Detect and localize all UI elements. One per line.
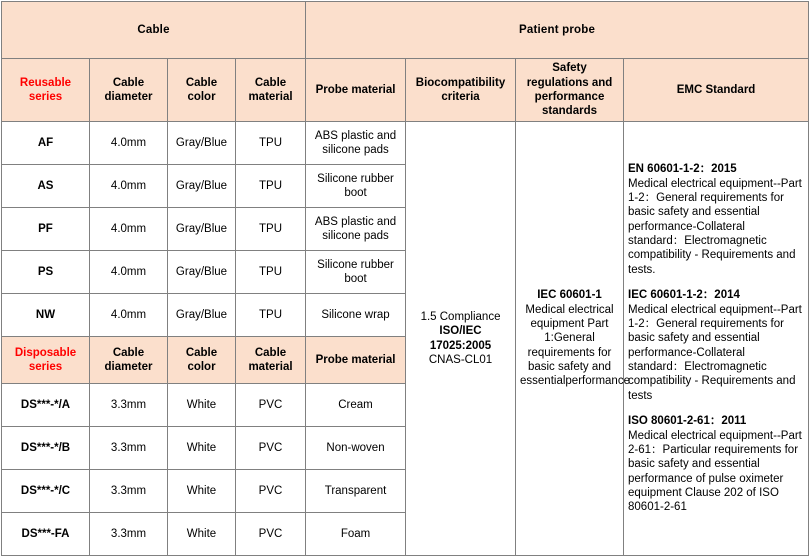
cell-material: PVC xyxy=(236,513,306,556)
cell-diameter: 3.3mm xyxy=(90,513,168,556)
cell-probe-material: Transparent xyxy=(306,470,406,513)
column-header-cable-diameter: Cable diameter xyxy=(90,59,168,122)
cell-probe-material: Silicone wrap xyxy=(306,294,406,337)
safety-text: Medical electrical equipment Part 1:General requirements for basic safety and essentialperformance xyxy=(520,303,630,388)
cell-diameter: 4.0mm xyxy=(90,294,168,337)
column-header-emc: EMC Standard xyxy=(624,59,809,122)
column-header-reusable-series: Reusable series xyxy=(2,59,90,122)
cell-emc xyxy=(624,122,809,556)
cell-color: White xyxy=(168,384,236,427)
cell-series: DS***-*/C xyxy=(2,470,90,513)
cell-diameter: 4.0mm xyxy=(90,251,168,294)
group-header-row xyxy=(2,2,809,59)
cell-material: TPU xyxy=(236,208,306,251)
cell-series: DS***-*/B xyxy=(2,427,90,470)
cell-color: White xyxy=(168,427,236,470)
column-header-cable-material: Cable material xyxy=(236,59,306,122)
cell-material: PVC xyxy=(236,427,306,470)
column-header-probe-material: Probe material xyxy=(306,59,406,122)
column-header-biocompatibility: Biocompatibility criteria xyxy=(406,59,516,122)
column-header-row xyxy=(2,59,809,122)
emc-title: ISO 80601-2-61：2011 xyxy=(628,415,747,428)
cell-probe-material: Cream xyxy=(306,384,406,427)
group-header-cable: Cable xyxy=(2,2,306,59)
emc-block xyxy=(628,288,804,403)
cell-probe-material: Silicone rubber boot xyxy=(306,165,406,208)
cell-color: Gray/Blue xyxy=(168,294,236,337)
cell-diameter: 3.3mm xyxy=(90,384,168,427)
bio-line-4: CNAS-CL01 xyxy=(428,353,493,366)
emc-text: Medical electrical equipment--Part 2-61：Particular requirements for basic safety and essential performance of pulse oximeter equipment Clause 202 of ISO 80601-2-61 xyxy=(628,429,802,514)
cell-material: PVC xyxy=(236,384,306,427)
column-header-cable-diameter-2: Cable diameter xyxy=(90,337,168,384)
cell-material: TPU xyxy=(236,294,306,337)
cell-series: AF xyxy=(2,122,90,165)
column-header-cable-color-2: Cable color xyxy=(168,337,236,384)
cell-series: PF xyxy=(2,208,90,251)
cell-biocompatibility xyxy=(406,122,516,556)
cell-material: TPU xyxy=(236,165,306,208)
cell-diameter: 3.3mm xyxy=(90,470,168,513)
cell-color: Gray/Blue xyxy=(168,165,236,208)
bio-line-3: 17025:2005 xyxy=(429,339,492,352)
cell-color: Gray/Blue xyxy=(168,251,236,294)
column-header-cable-color: Cable color xyxy=(168,59,236,122)
cell-color: White xyxy=(168,513,236,556)
bio-line-2: ISO/IEC xyxy=(439,325,482,338)
emc-title: IEC 60601-1-2：2014 xyxy=(628,289,740,302)
cell-probe-material: Silicone rubber boot xyxy=(306,251,406,294)
bio-line-1: 1.5 Compliance xyxy=(420,310,501,323)
cell-color: Gray/Blue xyxy=(168,208,236,251)
cell-series: AS xyxy=(2,165,90,208)
column-header-safety: Safety regulations and performance standards xyxy=(516,59,624,122)
cell-probe-material: Non-woven xyxy=(306,427,406,470)
cell-diameter: 3.3mm xyxy=(90,427,168,470)
specification-table xyxy=(1,1,809,556)
cell-safety xyxy=(516,122,630,556)
cell-series: DS***-FA xyxy=(2,513,90,556)
cell-diameter: 4.0mm xyxy=(90,165,168,208)
column-header-probe-material-2: Probe material xyxy=(306,337,406,384)
cell-material: TPU xyxy=(236,122,306,165)
group-header-patient-probe: Patient probe xyxy=(306,2,809,59)
cell-diameter: 4.0mm xyxy=(90,122,168,165)
cell-series: NW xyxy=(2,294,90,337)
cell-series: DS***-*/A xyxy=(2,384,90,427)
cell-probe-material: ABS plastic and silicone pads xyxy=(306,208,406,251)
table-row xyxy=(2,122,809,165)
cell-color: Gray/Blue xyxy=(168,122,236,165)
emc-text: Medical electrical equipment--Part 1-2：General requirements for basic safety and essential performance-Collateral standard：Electromagnetic compatibility - Requirements and tests xyxy=(628,303,802,402)
cell-material: TPU xyxy=(236,251,306,294)
emc-block xyxy=(628,162,804,277)
emc-title: EN 60601-1-2：2015 xyxy=(628,163,737,176)
cell-series: PS xyxy=(2,251,90,294)
emc-text: Medical electrical equipment--Part 1-2：General requirements for basic safety and essential performance-Collateral standard：Electromagnetic compatibility - Requirements and tests. xyxy=(628,177,802,276)
cell-diameter: 4.0mm xyxy=(90,208,168,251)
safety-title: IEC 60601-1 xyxy=(537,289,602,302)
cell-material: PVC xyxy=(236,470,306,513)
cell-probe-material: ABS plastic and silicone pads xyxy=(306,122,406,165)
cell-color: White xyxy=(168,470,236,513)
emc-block xyxy=(628,414,804,515)
column-header-cable-material-2: Cable material xyxy=(236,337,306,384)
cell-probe-material: Foam xyxy=(306,513,406,556)
column-header-disposable-series: Disposable series xyxy=(2,337,90,384)
